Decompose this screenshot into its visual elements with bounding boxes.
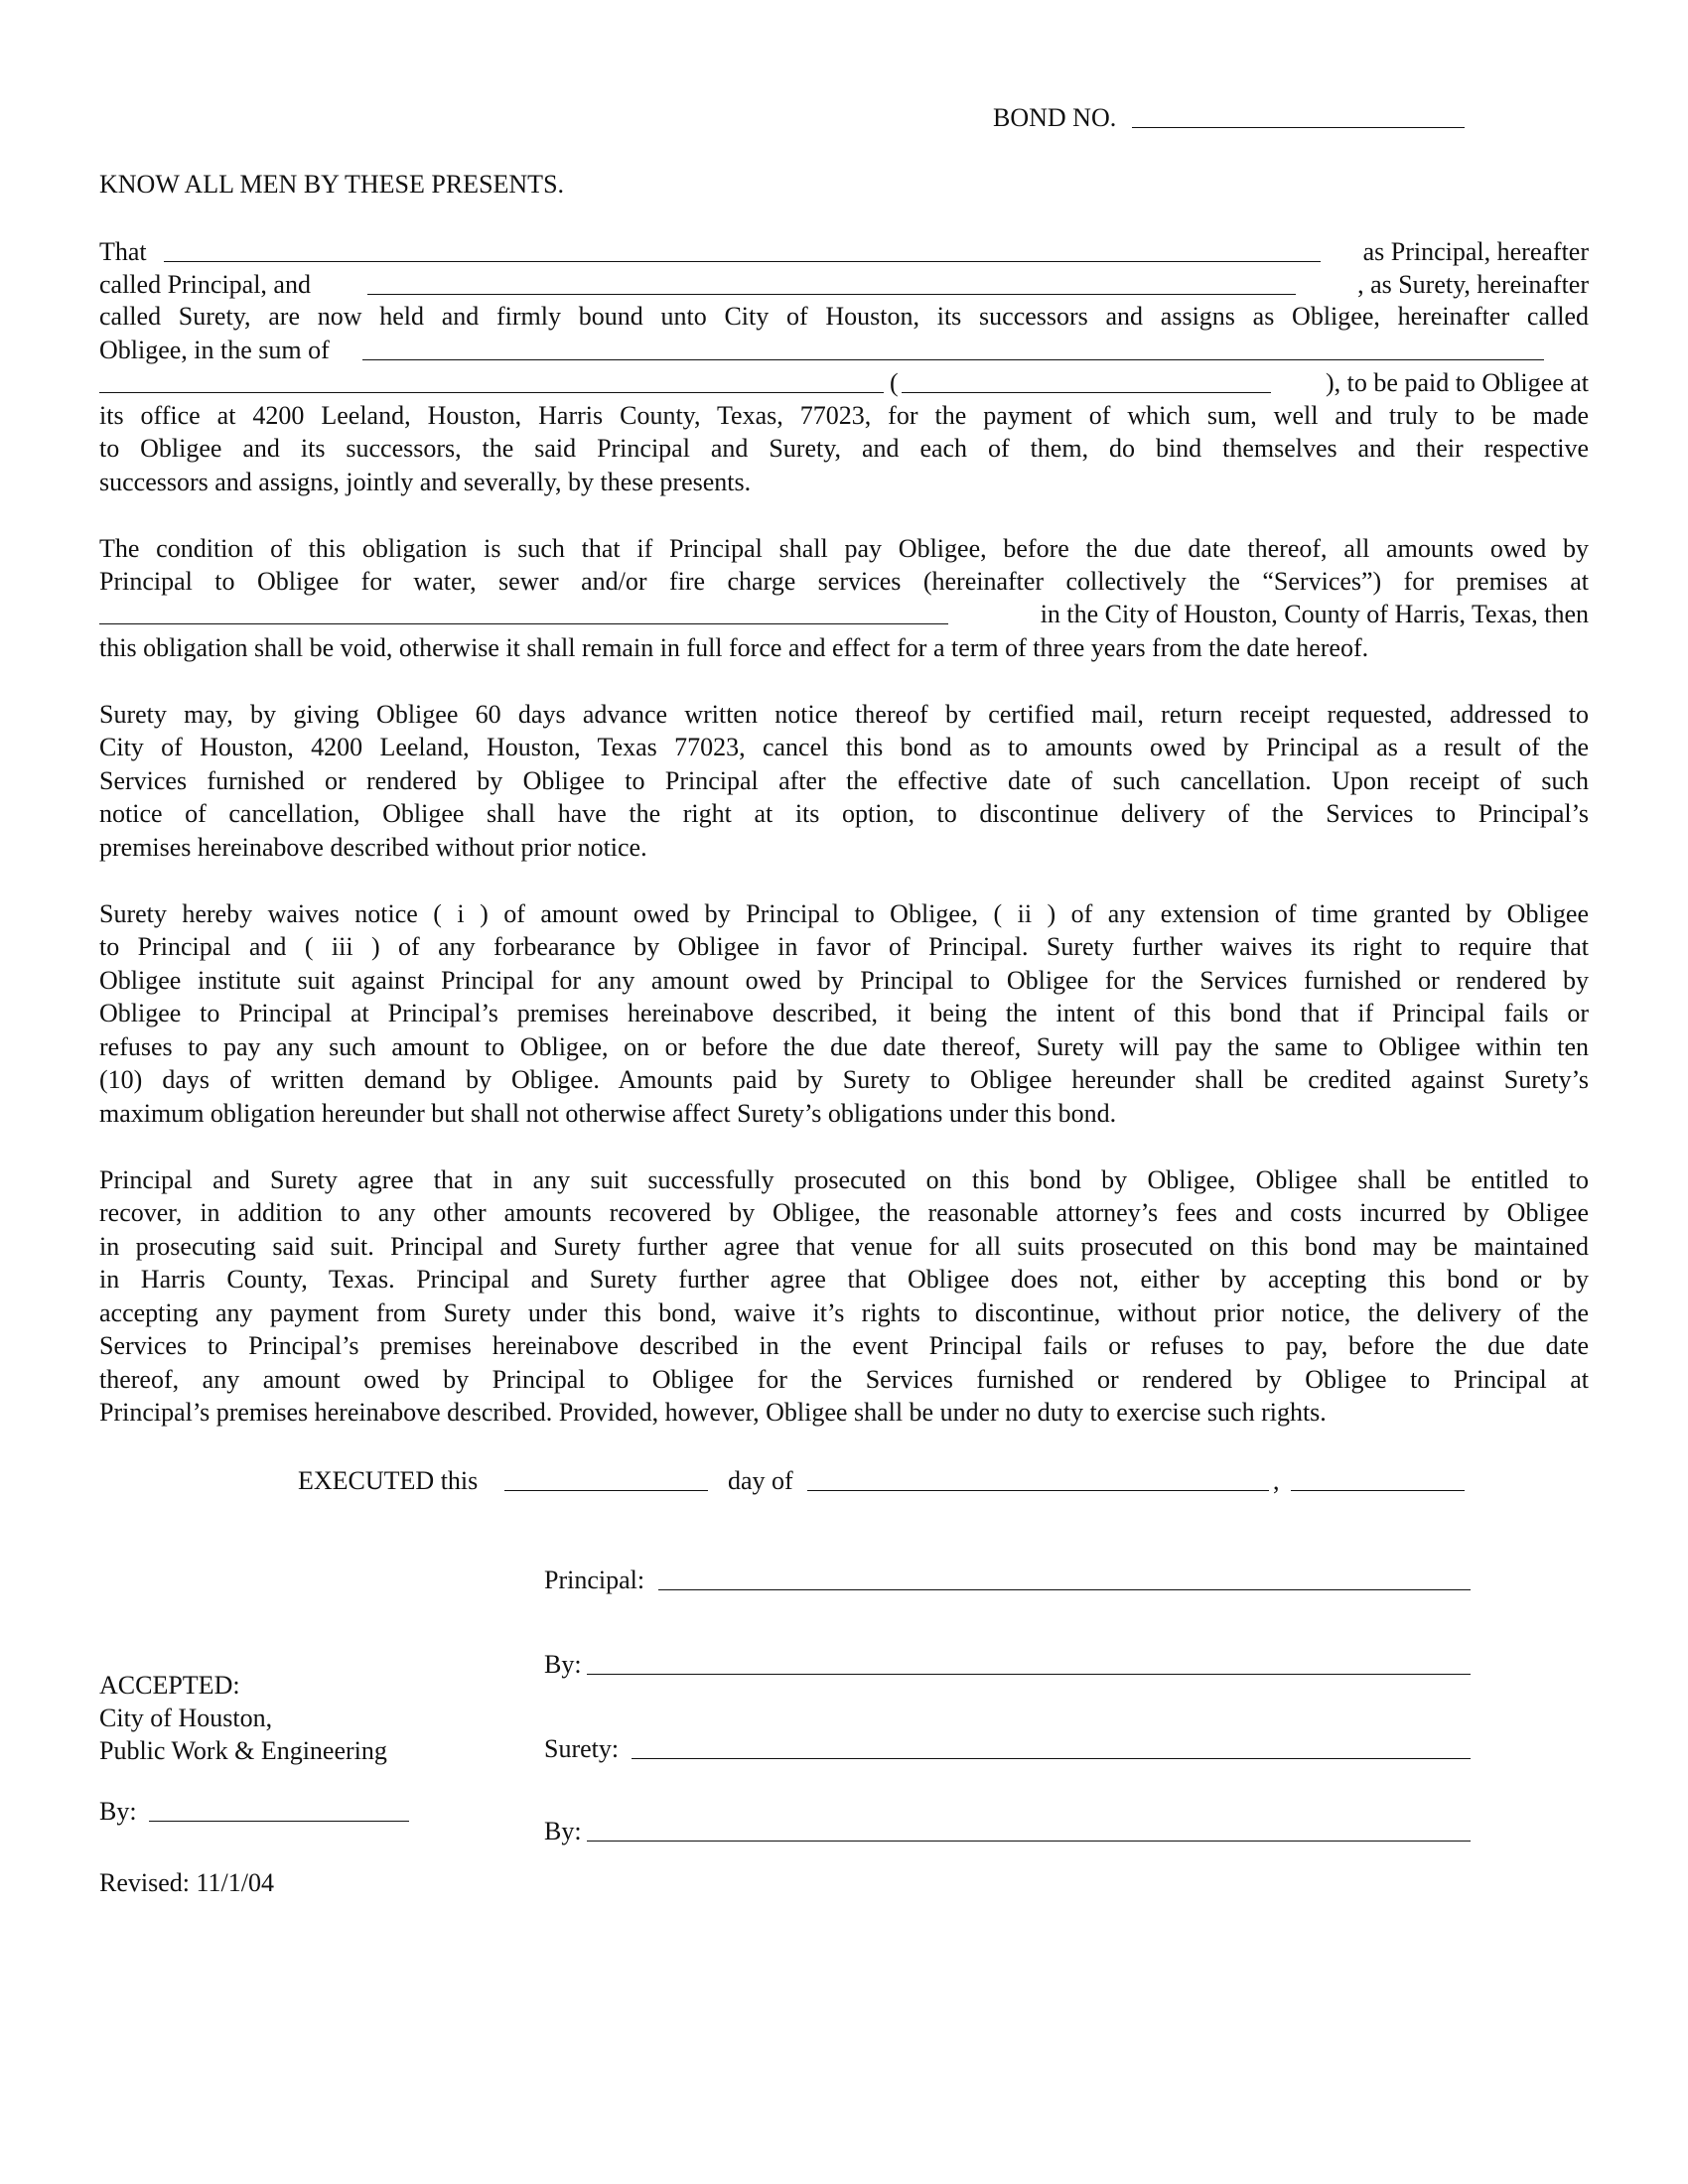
accepted-city: City of Houston, <box>99 1704 273 1732</box>
para5-line: recover, in addition to any other amounts recovered by Obligee, the reasonable attorney’s fees and costs incurred by Obligee <box>99 1198 1589 1227</box>
para5-line: Principal’s premises hereinabove described. Provided, however, Obligee shall be under no duty to exercise such rights. <box>99 1398 1327 1427</box>
principal-sign-label: Principal: <box>544 1566 645 1594</box>
para4-line: maximum obligation hereunder but shall not otherwise affect Surety’s obligations under this bond. <box>99 1099 1117 1128</box>
accepted-dept: Public Work & Engineering <box>99 1736 387 1765</box>
para3-line: premises hereinabove described without prior notice. <box>99 833 647 862</box>
para2-line: Principal to Obligee for water, sewer and/or fire charge services (hereinafter collectively the “Services”) for premises at <box>99 567 1589 596</box>
revised-date: Revised: 11/1/04 <box>99 1868 274 1897</box>
obligee-sum-text: Obligee, in the sum of <box>99 336 330 364</box>
sum-words-field-1[interactable] <box>362 359 1544 360</box>
executed-label: EXECUTED this <box>298 1466 479 1495</box>
sum-words-field-2[interactable] <box>99 392 884 393</box>
para1-line: to Obligee and its successors, the said Principal and Surety, and each of them, do bind themselves and their respective <box>99 434 1589 463</box>
para5-line: in prosecuting said suit. Principal and Surety further agree that venue for all suits prosecuted on this bond may be maintained <box>99 1232 1589 1261</box>
para4-line: refuses to pay any such amount to Obligee, on or before the due date thereof, Surety will pay the same to Obligee within ten <box>99 1032 1589 1061</box>
principal-by-field[interactable] <box>587 1674 1471 1675</box>
intro-heading: KNOW ALL MEN BY THESE PRESENTS. <box>99 170 565 199</box>
para3-line: City of Houston, 4200 Leeland, Houston, Texas 77023, cancel this bond as to amounts owed by Principal as a result of the <box>99 733 1589 761</box>
surety-by-field[interactable] <box>587 1841 1471 1842</box>
principal-signature-field[interactable] <box>658 1589 1471 1590</box>
accepted-label: ACCEPTED: <box>99 1671 240 1700</box>
surety-name-field[interactable] <box>367 294 1296 295</box>
accepted-by-label: By: <box>99 1797 137 1826</box>
para5-line: accepting any payment from Surety under this bond, waive it’s rights to discontinue, without prior notice, the delivery of the <box>99 1298 1589 1327</box>
para1-line: its office at 4200 Leeland, Houston, Harris County, Texas, 77023, for the payment of which sum, well and truly to be made <box>99 401 1589 430</box>
para3-line: notice of cancellation, Obligee shall have the right at its option, to discontinue delivery of the Services to Principal’s <box>99 799 1589 828</box>
para2-line: this obligation shall be void, otherwise it shall remain in full force and effect for a term of three years from the date hereof. <box>99 633 1369 662</box>
surety-sign-label: Surety: <box>544 1734 620 1763</box>
para4-line: (10) days of written demand by Obligee. Amounts paid by Surety to Obligee hereunder shall be credited against Surety’s <box>99 1065 1589 1094</box>
open-paren: ( <box>890 368 899 397</box>
accepted-by-field[interactable] <box>149 1821 409 1822</box>
para5-line: in Harris County, Texas. Principal and Surety further agree that Obligee does not, either by accepting this bond or by <box>99 1265 1589 1294</box>
day-of-label: day of <box>728 1466 793 1495</box>
para3-line: Surety may, by giving Obligee 60 days advance written notice thereof by certified mail, return receipt requested, addressed to <box>99 700 1589 729</box>
bond-no-field[interactable] <box>1132 127 1465 128</box>
to-be-paid-text: ), to be paid to Obligee at <box>1326 368 1589 397</box>
that-label: That <box>99 237 147 266</box>
sum-figures-field[interactable] <box>902 392 1271 393</box>
executed-day-field[interactable] <box>504 1490 708 1491</box>
para4-line: Obligee institute suit against Principal for any amount owed by Principal to Obligee for the Services furnished or rendered by <box>99 966 1589 995</box>
called-principal-text: called Principal, and <box>99 270 311 299</box>
para4-line: to Principal and ( iii ) of any forbearance by Obligee in favor of Principal. Surety further waives its right to require that <box>99 932 1589 961</box>
city-county-text: in the City of Houston, County of Harris, Texas, then <box>1040 600 1589 628</box>
para1-line: successors and assigns, jointly and severally, by these presents. <box>99 468 752 496</box>
as-surety-text: , as Surety, hereinafter <box>1357 270 1589 299</box>
principal-by-label: By: <box>544 1650 582 1679</box>
para4-line: Obligee to Principal at Principal’s premises hereinabove described, it being the intent of this bond that if Principal fails or <box>99 999 1589 1027</box>
para1-line: called Surety, are now held and firmly bound unto City of Houston, its successors and assigns as Obligee, hereinafter called <box>99 302 1589 331</box>
para5-line: Services to Principal’s premises hereinabove described in the event Principal fails or refuses to pay, before the due date <box>99 1331 1589 1360</box>
para2-line: The condition of this obligation is such that if Principal shall pay Obligee, before the due date thereof, all amounts owed by <box>99 534 1589 563</box>
premises-address-field[interactable] <box>99 623 948 624</box>
as-principal-text: as Principal, hereafter <box>1362 237 1589 266</box>
para4-line: Surety hereby waives notice ( i ) of amount owed by Principal to Obligee, ( ii ) of any extension of time granted by Obligee <box>99 899 1589 928</box>
principal-name-field[interactable] <box>164 261 1321 262</box>
para5-line: Principal and Surety agree that in any suit successfully prosecuted on this bond by Obligee, Obligee shall be entitled to <box>99 1165 1589 1194</box>
para5-line: thereof, any amount owed by Principal to Obligee for the Services furnished or rendered by Obligee to Principal at <box>99 1365 1589 1394</box>
para3-line: Services furnished or rendered by Obligee to Principal after the effective date of such cancellation. Upon receipt of such <box>99 766 1589 795</box>
executed-year-field[interactable] <box>1291 1490 1465 1491</box>
surety-by-label: By: <box>544 1817 582 1845</box>
bond-no-label: BOND NO. <box>993 103 1117 132</box>
executed-comma: , <box>1273 1466 1280 1495</box>
executed-month-field[interactable] <box>807 1490 1269 1491</box>
surety-signature-field[interactable] <box>632 1758 1471 1759</box>
